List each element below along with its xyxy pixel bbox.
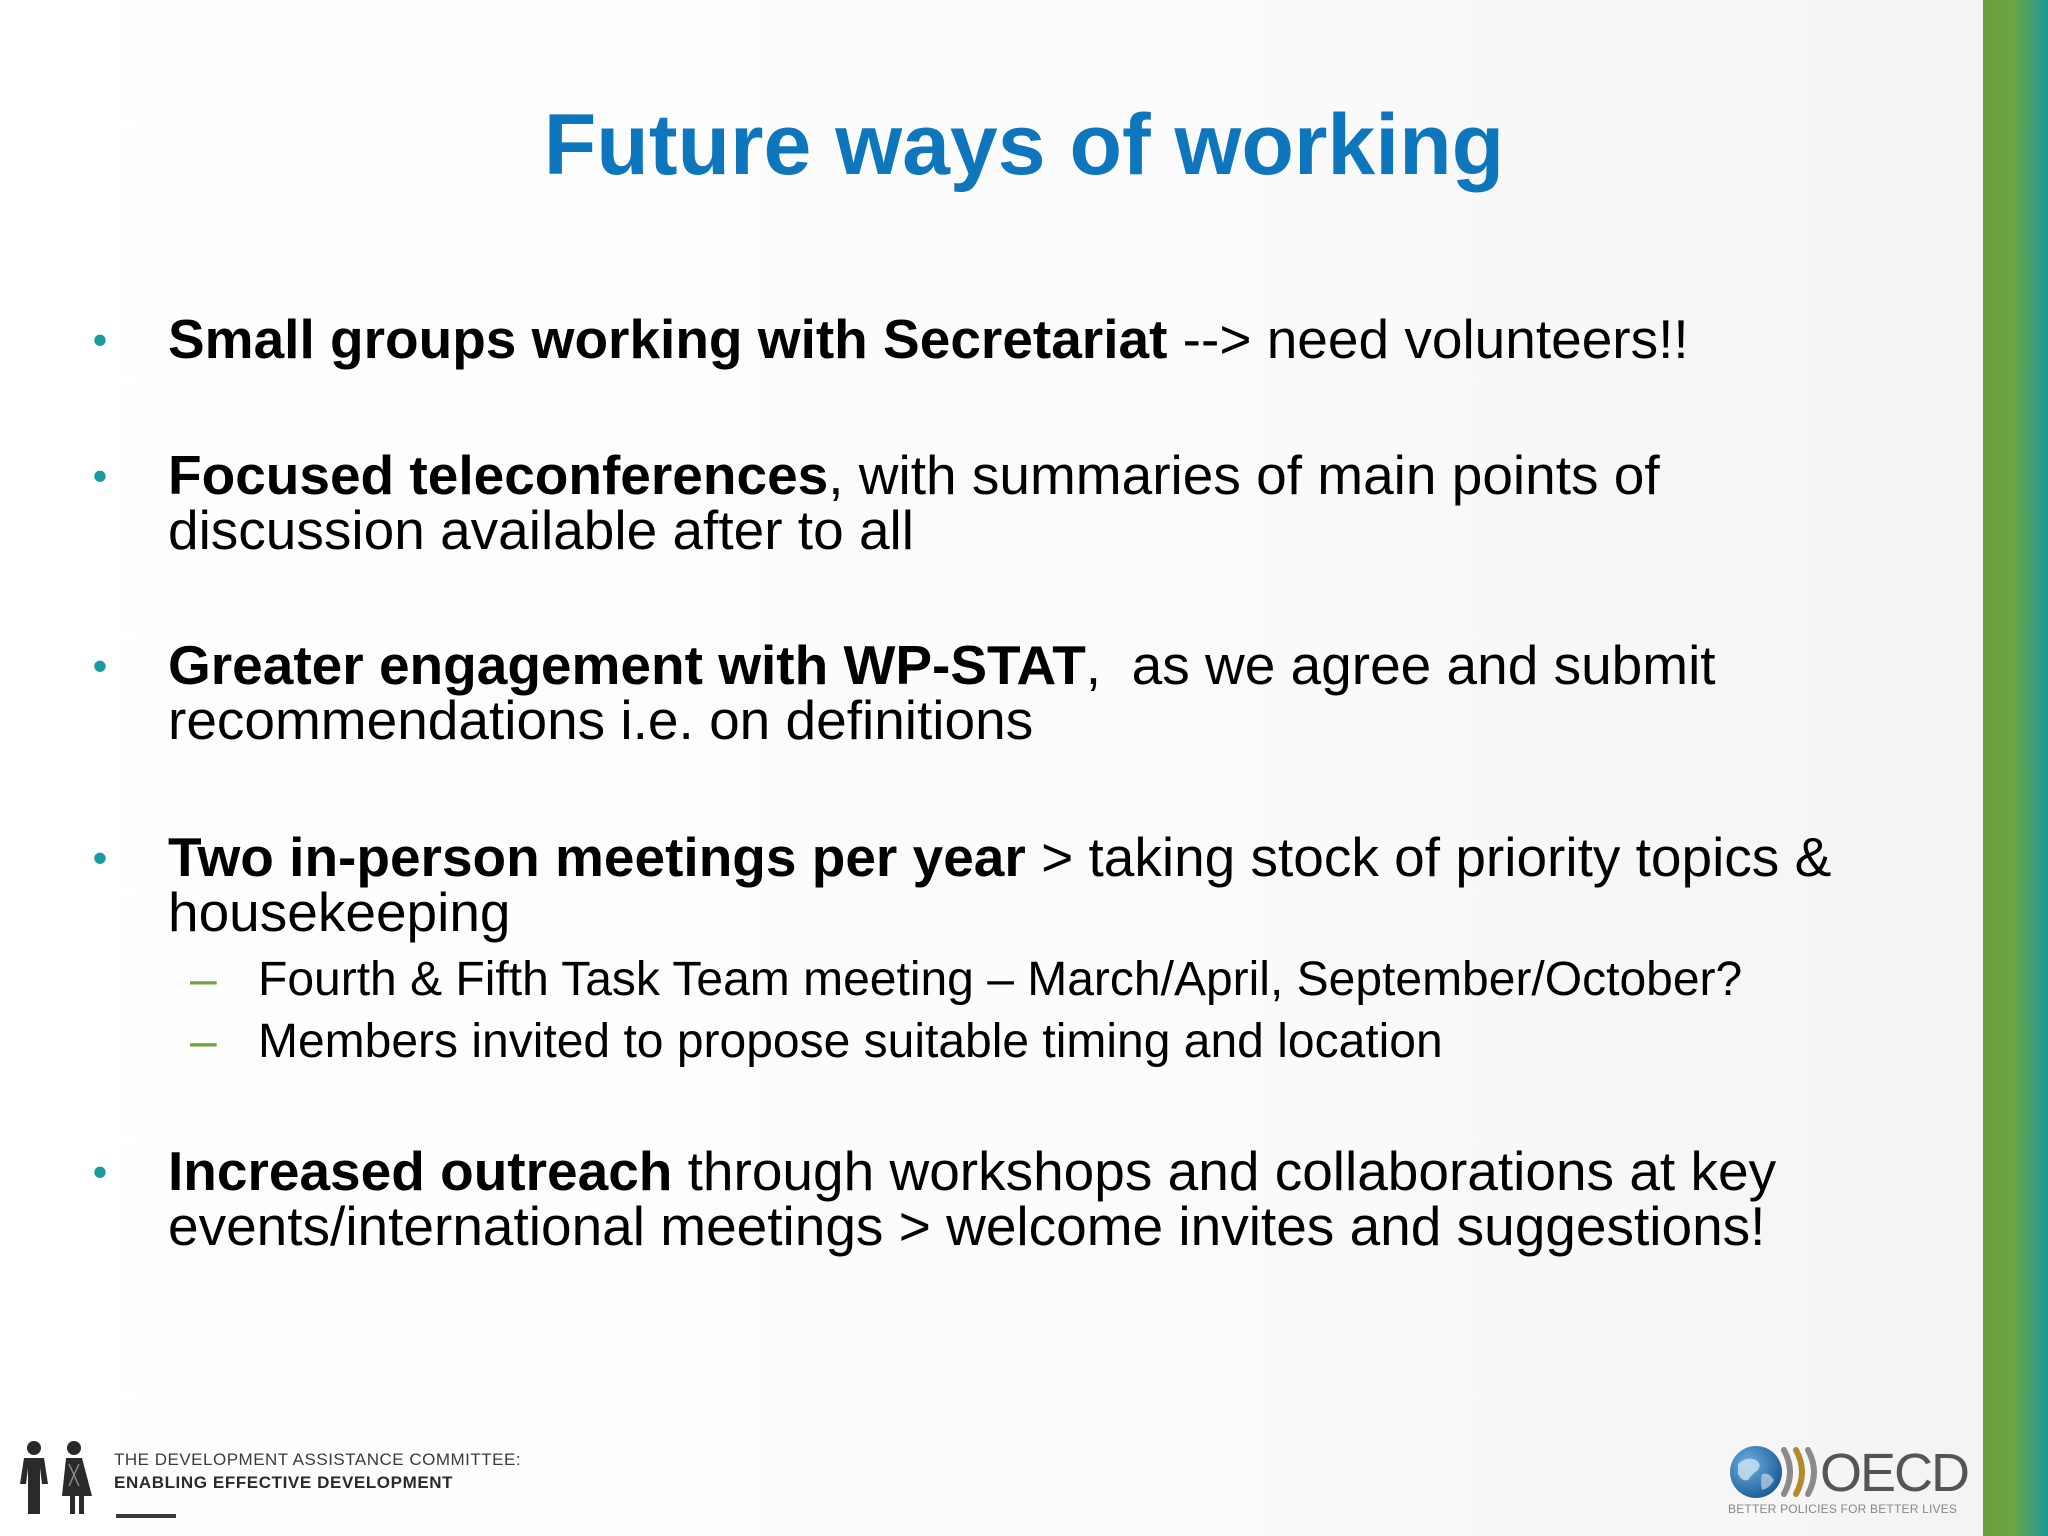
bullet-rest-text: --> need volunteers!! [1167, 308, 1689, 370]
bullet-bold-text: Two in-person meetings per year [168, 826, 1026, 888]
bullet-rest-text: > taking stock of priority topics & [1025, 826, 1832, 888]
oecd-tagline: BETTER POLICIES FOR BETTER LIVES [1728, 1502, 1958, 1516]
bullet-text [168, 308, 1908, 370]
sub-item-text: Fourth & Fifth Task Team meeting – March/April, September/October? [258, 953, 1743, 1006]
bullet-line2-text: discussion available after to all [168, 499, 914, 561]
bullet-dot: • [92, 642, 108, 689]
bullet-rest-text: , as we agree and submit [1085, 634, 1716, 696]
slide-title: Future ways of working [543, 97, 1505, 193]
sub-item-text: Members invited to propose suitable timing and location [258, 1015, 1443, 1068]
bullet-text [168, 634, 1908, 751]
bullet-dot: • [92, 1148, 108, 1195]
bullet-line2-text: recommendations i.e. on definitions [168, 689, 1034, 751]
bullet-dot: • [92, 452, 108, 499]
oecd-globe-icon [1728, 1444, 1784, 1500]
people-icon [14, 1438, 98, 1518]
bullet-line2-text: housekeeping [168, 881, 511, 943]
bullet-text [168, 826, 1908, 943]
sub-dash: – [190, 953, 217, 1006]
bullet-dot: • [92, 316, 108, 363]
bullet-rest-text: through workshops and collaborations at key [672, 1140, 1777, 1202]
dac-logo [14, 1438, 614, 1518]
bullet-bold-text: Increased outreach [168, 1140, 673, 1202]
bullet-text [168, 444, 1908, 561]
bullet-bold-text: Small groups working with Secretariat [168, 308, 1168, 370]
bullet-bold-text: Focused teleconferences [168, 444, 829, 506]
bullet-bold-text: Greater engagement with WP-STAT [168, 634, 1086, 696]
oecd-logo [1724, 1440, 1969, 1522]
sub-dash: – [190, 1015, 217, 1068]
dac-committee-name: THE DEVELOPMENT ASSISTANCE COMMITTEE: [114, 1450, 522, 1469]
dac-tagline: ENABLING EFFECTIVE DEVELOPMENT [114, 1473, 454, 1492]
side-accent-bar [1983, 0, 2048, 1536]
bullet-line2-text: events/international meetings > welcome invites and suggestions! [168, 1195, 1766, 1257]
bullet-dot: • [92, 834, 108, 881]
bullet-text [168, 1140, 1908, 1257]
oecd-wordmark: OECD [1820, 1443, 1969, 1503]
bullet-rest-text: , with summaries of main points of [828, 444, 1660, 506]
dac-underline [116, 1514, 176, 1518]
